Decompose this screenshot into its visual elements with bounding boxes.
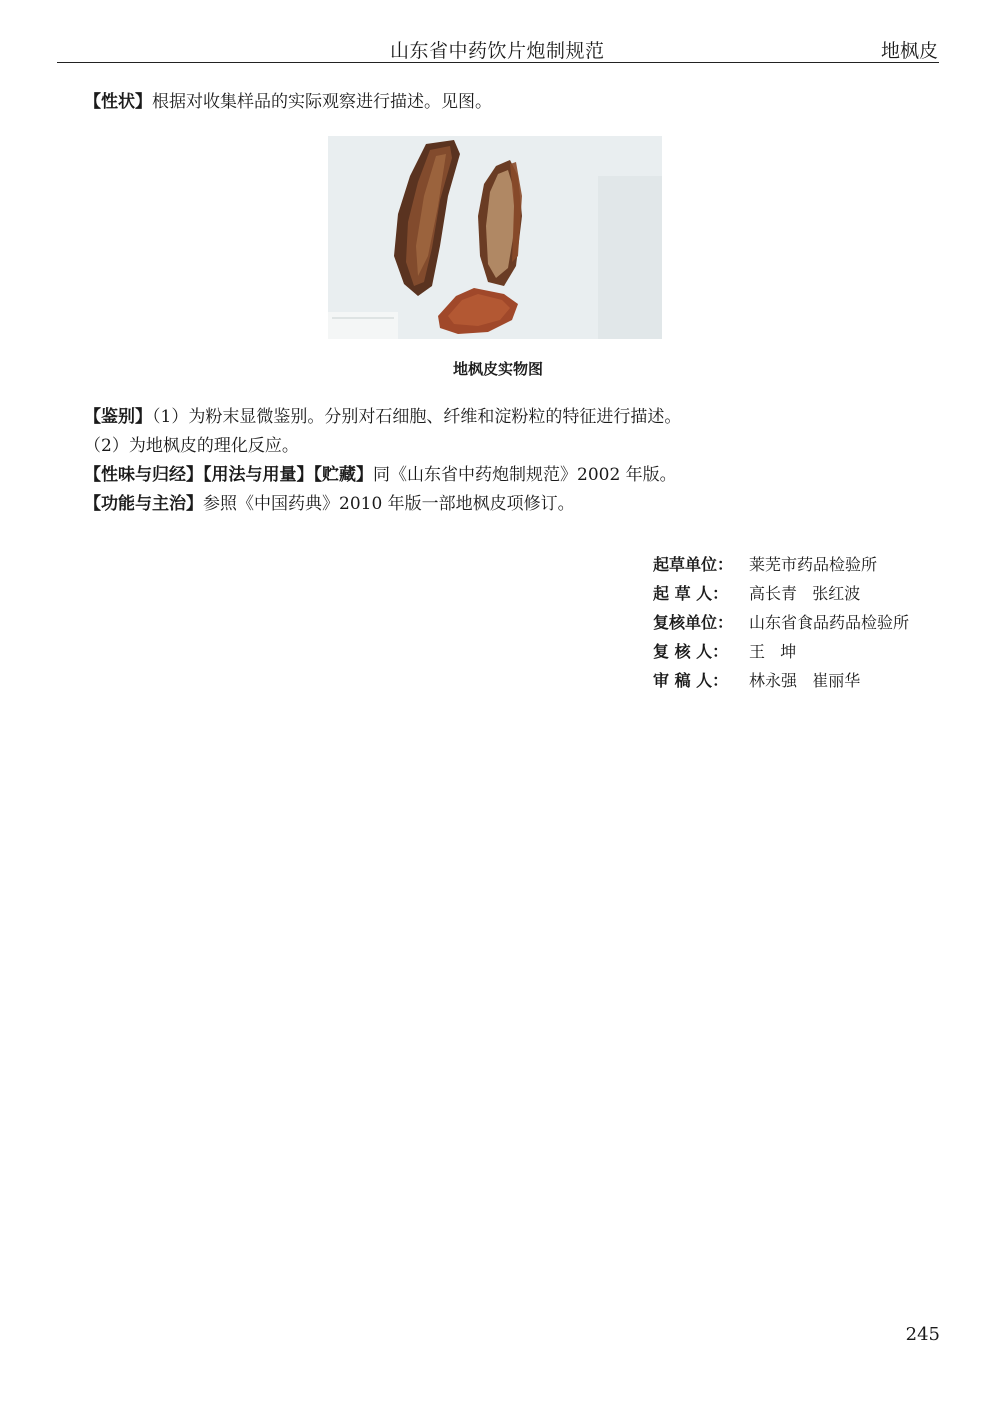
character-paragraph (84, 90, 492, 114)
functions-paragraph (84, 492, 575, 516)
credit-drafting-unit (653, 550, 909, 579)
credit-value: 莱芜市药品检验所 (749, 555, 878, 574)
credit-label: 起草单位： (653, 555, 734, 574)
identification-paragraph (84, 405, 681, 429)
identification-tag: 【鉴别】 (84, 407, 152, 427)
credit-value: 高长青 张红波 (749, 584, 861, 603)
specimen-photo (328, 136, 662, 339)
character-text: 根据对收集样品的实际观察进行描述。见图。 (152, 92, 492, 112)
properties-text: 同《山东省中药炮制规范》2002 年版。 (373, 465, 677, 485)
header-section-name: 地枫皮 (880, 40, 938, 62)
page-number: 245 (905, 1324, 940, 1345)
header-title: 山东省中药饮片炮制规范 (390, 40, 605, 62)
credit-value: 山东省食品药品检验所 (749, 613, 910, 632)
functions-tag: 【功能与主治】 (84, 494, 203, 514)
credit-editor (653, 666, 909, 695)
properties-paragraph (84, 463, 677, 487)
credits-block (653, 550, 909, 695)
credit-drafter (653, 579, 909, 608)
credit-reviewer (653, 637, 909, 666)
credit-label: 复核单位： (653, 613, 734, 632)
credit-label: 起 草 人： (653, 584, 729, 603)
bark-pieces-illustration (328, 136, 662, 339)
header-rule (57, 62, 939, 63)
properties-tag: 【性味与归经】【用法与用量】【贮藏】 (84, 465, 373, 485)
identification-paragraph-2 (84, 434, 299, 458)
credit-label: 审 稿 人： (653, 671, 729, 690)
credit-review-unit (653, 608, 909, 637)
credit-value: 林永强 崔丽华 (749, 671, 861, 690)
character-tag: 【性状】 (84, 92, 152, 112)
identification-text: （1）为粉末显微鉴别。分别对石细胞、纤维和淀粉粒的特征进行描述。 (152, 407, 682, 427)
credit-label: 复 核 人： (653, 642, 729, 661)
functions-text: 参照《中国药典》2010 年版一部地枫皮项修订。 (203, 494, 575, 514)
identification-text-2: （2）为地枫皮的理化反应。 (84, 436, 299, 456)
credit-value: 王 坤 (749, 642, 797, 661)
figure-caption: 地枫皮实物图 (452, 360, 543, 378)
